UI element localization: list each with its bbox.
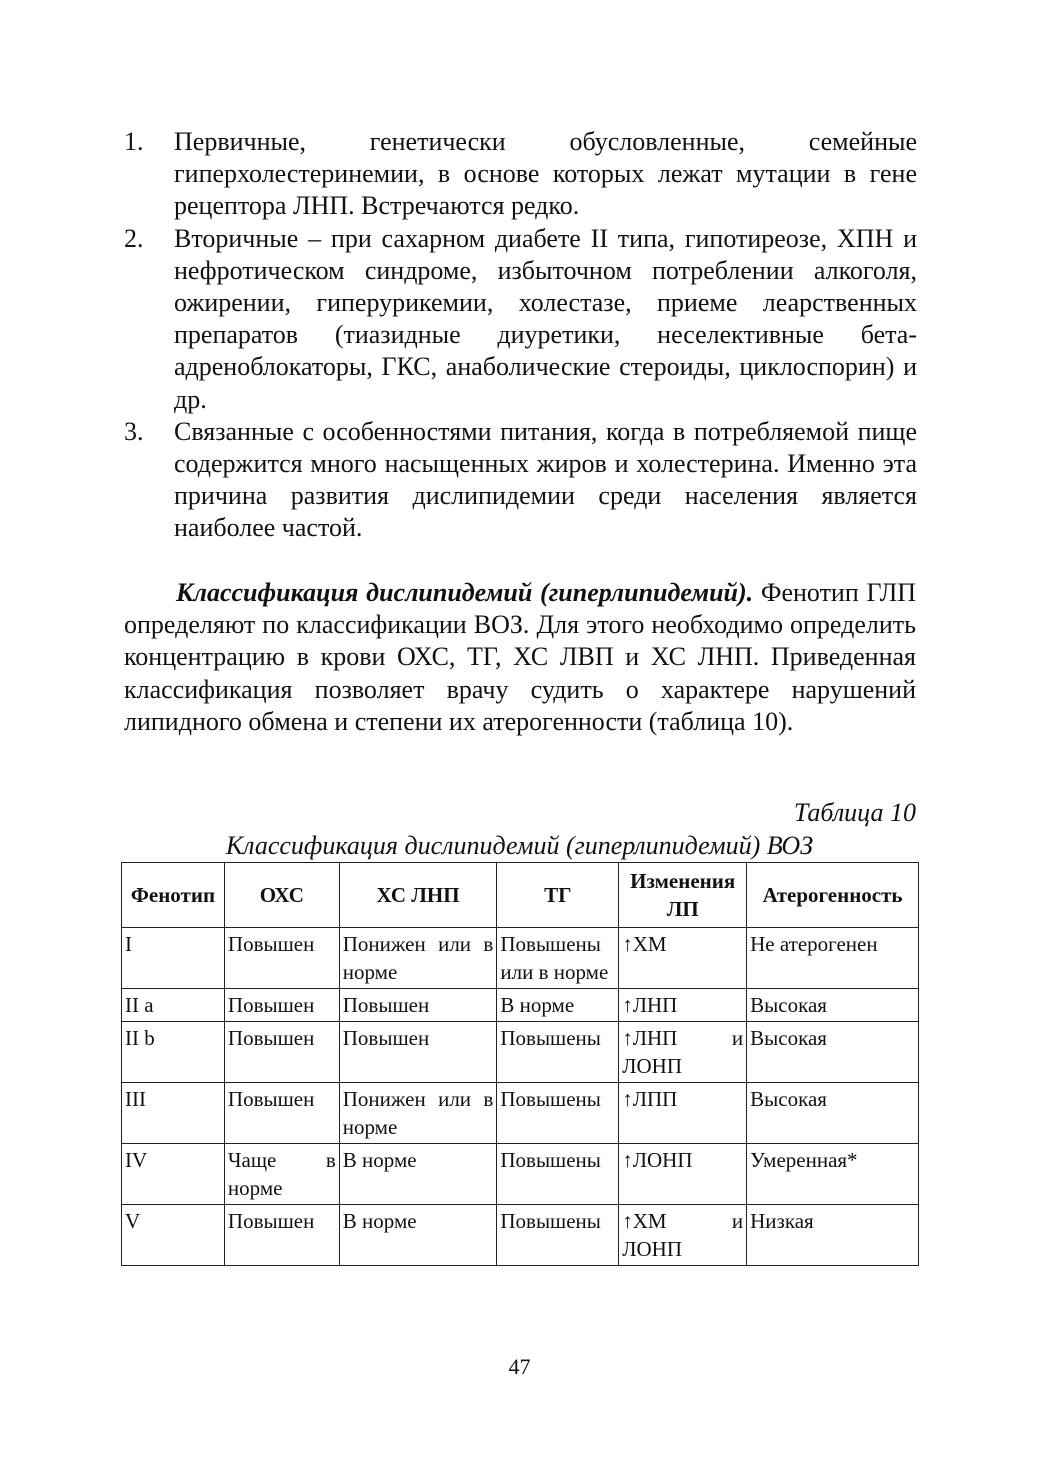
table-cell: ↑ХМ и ЛОНП [619,1205,747,1266]
table-cell: Повышен [224,1083,339,1144]
table-cell: Высокая [747,1022,919,1083]
list-item [121,416,917,545]
table-cell: Низкая [747,1205,919,1266]
table-cell: ↑ЛОНП [619,1144,747,1205]
table-cell: Повышены [497,1205,619,1266]
table-cell: ↑ЛНП и ЛОНП [619,1022,747,1083]
table-caption: Классификация дислипидемий (гиперлипидемий) ВОЗ [225,831,814,860]
table-cell: Понижен или в норме [339,1083,497,1144]
paragraph-lead: Классификация дислипидемий (гиперлипидемий). [176,578,754,607]
table-cell: V [122,1205,225,1266]
causes-list [121,126,917,545]
classification-paragraph [124,577,916,738]
header-cell: ТГ [497,863,619,928]
table-cell: Повышены [497,1022,619,1083]
table-row [122,928,919,989]
header-cell: Атерогенность [747,863,919,928]
table-row [122,1022,919,1083]
page-number: 47 [508,1354,531,1379]
header-cell: Фенотип [122,863,225,928]
table-cell: III [122,1083,225,1144]
table-cell: ↑ХМ [619,928,747,989]
table-cell: Повышен [339,1022,497,1083]
table-header-row [122,863,919,928]
table-cell: Повышен [224,928,339,989]
list-item-number: 3. [124,416,144,446]
classification-table [121,862,919,1266]
header-cell: Изменения ЛП [619,863,747,928]
list-item-text: Первичные, генетически обусловленные, семейные гиперхолестеринемии, в основе которых лежат мутации в гене рецептора ЛНП. Встречаются редко. [174,127,917,221]
list-item [121,223,917,416]
table-row [122,1205,919,1266]
list-item-text: Связанные с особенностями питания, когда в потребляемой пище содержится много насыщенных жиров и холестерина. Именно эта причина развития дислипидемии среди населения является наиболее частой. [174,416,917,543]
paragraph-text: Фенотип ГЛП определяют по классификации ВОЗ. Для этого необходимо определить концентрацию в крови ОХС, ТГ, ХС ЛВП и ХС ЛНП. Приведенная классификация позволяет врачу судить о характере нарушений липидного обмена и степени их атерогенности (таблица 10). [124,578,916,736]
header-cell: ОХС [224,863,339,928]
table-cell: Чаще в норме [224,1144,339,1205]
list-item-number: 2. [124,223,144,253]
table-cell: Повышен [339,989,497,1022]
table-cell: ↑ЛПП [619,1083,747,1144]
table-cell: IV [122,1144,225,1205]
table-cell: В норме [339,1144,497,1205]
header-cell: ХС ЛНП [339,863,497,928]
table-cell: Повышен [224,989,339,1022]
table-cell: Умеренная* [747,1144,919,1205]
list-item-number: 1. [124,127,144,156]
table-cell: Повышен [224,1022,339,1083]
table-cell: Понижен или в норме [339,928,497,989]
table-cell: Повышен [224,1205,339,1266]
table-row [122,1144,919,1205]
table-cell: I [122,928,225,989]
table-cell: Повышены или в норме [497,928,619,989]
table-number: Таблица 10 [793,798,916,827]
table-cell: ↑ЛНП [619,989,747,1022]
table-cell: Повышены [497,1144,619,1205]
table-cell: Не атерогенен [747,928,919,989]
table-row [122,1083,919,1144]
table-row [122,989,919,1022]
table-cell: В норме [497,989,619,1022]
table-cell: II a [122,989,225,1022]
table-cell: Высокая [747,989,919,1022]
list-item-text: Вторичные – при сахарном диабете II типа, гипотиреозе, ХПН и нефротическом синдроме, избыточном потреблении алкоголя, ожирении, гиперурикемии, холестазе, приеме леарственных препаратов (тиазидные диуретики, неселективные бета-адреноблокаторы, ГКС, анаболические стероиды, циклоспорин) и др. [174,223,917,414]
table-cell: II b [122,1022,225,1083]
list-item [121,126,917,223]
table-cell: Высокая [747,1083,919,1144]
table-cell: В норме [339,1205,497,1266]
table-cell: Повышены [497,1083,619,1144]
